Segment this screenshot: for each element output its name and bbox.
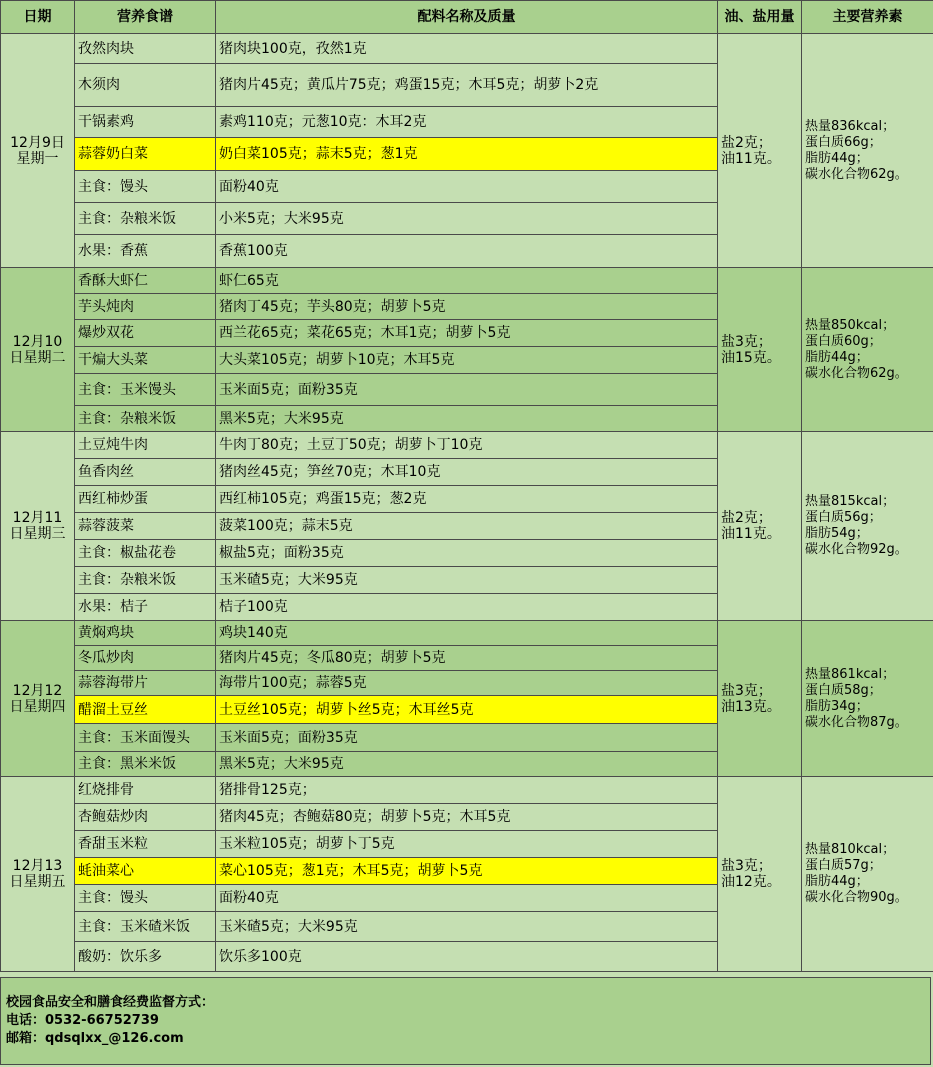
nutrients-cell [802,621,933,777]
dish-name: 主食：馒头 [75,885,216,912]
dish-ingredients: 菜心105克；葱1克；木耳5克；胡萝卜5克 [216,858,718,885]
dish-name: 主食：玉米碴米饭 [75,912,216,942]
header-oil-salt: 油、盐用量 [718,1,802,34]
dish-name: 酸奶：饮乐多 [75,942,216,972]
header-row [1,1,933,34]
dish-ingredients: 椒盐5克；面粉35克 [216,540,718,567]
nutrient-line: 蛋白质57g； [805,858,882,873]
nutrient-line: 碳水化合物62g。 [805,365,908,381]
dish-ingredients: 玉米面5克；面粉35克 [216,374,718,406]
dish-ingredients: 猪肉片45克；黄瓜片75克；鸡蛋15克；木耳5克；胡萝卜2克 [216,64,718,107]
dish-ingredients: 菠菜100克；蒜末5克 [216,513,718,540]
nutrient-line: 蛋白质60g； [805,333,882,349]
dish-ingredients: 大头菜105克；胡萝卜10克；木耳5克 [216,347,718,374]
dish-ingredients: 玉米粒105克；胡萝卜丁5克 [216,831,718,858]
nutrient-line: 蛋白质66g； [805,134,882,150]
nutrient-line: 热量815kcal； [805,494,896,509]
dish-ingredients: 黑米5克；大米95克 [216,752,718,777]
nutrient-line: 脂肪44g； [805,150,869,166]
dish-ingredients: 西兰花65克；菜花65克；木耳1克；胡萝卜5克 [216,320,718,347]
dish-ingredients: 玉米碴5克；大米95克 [216,912,718,942]
day-weekday: 星期一 [16,150,59,167]
dish-name: 蒜蓉奶白菜 [75,138,216,171]
day-date: 12月11 [12,510,63,526]
dish-ingredients: 西红柿105克；鸡蛋15克；葱2克 [216,486,718,513]
day-date: 12月13 [12,858,63,874]
dish-ingredients: 奶白菜105克；蒜末5克；葱1克 [216,138,718,171]
nutrient-line: 蛋白质58g； [805,682,882,698]
nutrients-cell [802,432,933,621]
day-date: 12月12 [12,682,63,699]
nutrient-line: 碳水化合物92g。 [805,542,908,557]
day-date-cell [1,621,75,777]
dish-ingredients: 黑米5克；大米95克 [216,406,718,432]
day-weekday: 日星期三 [9,526,66,542]
day-date-cell [1,268,75,432]
dish-name: 主食：杂粮米饭 [75,406,216,432]
nutrient-line: 脂肪44g； [805,874,869,889]
dish-ingredients: 土豆丝105克；胡萝卜丝5克；木耳丝5克 [216,696,718,724]
menu-row [1,34,933,64]
dish-name: 红烧排骨 [75,777,216,804]
menu-row [1,621,933,646]
oil-salt-cell [718,621,802,777]
dish-name: 香酥大虾仁 [75,268,216,294]
menu-row [1,777,933,804]
salt-amount: 盐2克； [721,134,772,151]
salt-amount: 盐3克； [721,682,772,699]
nutrient-line: 脂肪34g； [805,698,869,714]
nutrients-cell [802,34,933,268]
nutrient-line: 热量861kcal； [805,666,896,682]
dish-ingredients: 面粉40克 [216,171,718,203]
dish-name: 孜然肉块 [75,34,216,64]
oil-amount: 油12克。 [721,874,781,890]
dish-name: 爆炒双花 [75,320,216,347]
dish-name: 香甜玉米粒 [75,831,216,858]
dish-ingredients: 虾仁65克 [216,268,718,294]
dish-name: 主食：玉米面馒头 [75,724,216,752]
day-date: 12月9日 [10,134,65,151]
oil-salt-cell [718,268,802,432]
dish-ingredients: 鸡块140克 [216,621,718,646]
footer-phone: 电话：0532-66752739 [6,1013,159,1028]
dish-name: 土豆炖牛肉 [75,432,216,459]
dish-name: 水果：香蕉 [75,235,216,268]
dish-name: 蚝油菜心 [75,858,216,885]
salt-amount: 盐3克； [721,333,772,350]
dish-ingredients: 玉米面5克；面粉35克 [216,724,718,752]
dish-ingredients: 猪肉45克；杏鲍菇80克；胡萝卜5克；木耳5克 [216,804,718,831]
dish-name: 干煸大头菜 [75,347,216,374]
header-ingredients: 配料名称及质量 [216,1,718,34]
dish-ingredients: 玉米碴5克；大米95克 [216,567,718,594]
oil-amount: 油15克。 [721,349,781,366]
dish-name: 主食：黑米米饭 [75,752,216,777]
dish-ingredients: 素鸡110克；元葱10克：木耳2克 [216,107,718,138]
oil-salt-cell [718,432,802,621]
header-dish: 营养食谱 [75,1,216,34]
dish-ingredients: 猪肉片45克；冬瓜80克；胡萝卜5克 [216,646,718,671]
nutrients-cell [802,777,933,972]
menu-row [1,432,933,459]
dish-name: 干锅素鸡 [75,107,216,138]
footer-email: 邮箱：qdsqlxx_@126.com [6,1031,184,1046]
oil-amount: 油11克。 [721,526,781,542]
nutrient-line: 碳水化合物87g。 [805,714,908,730]
day-date-cell [1,432,75,621]
supervision-footer [0,977,931,1065]
dish-name: 主食：杂粮米饭 [75,567,216,594]
dish-ingredients: 海带片100克；蒜蓉5克 [216,671,718,696]
nutrient-line: 脂肪44g； [805,349,869,365]
dish-ingredients: 猪肉丁45克；芋头80克；胡萝卜5克 [216,294,718,320]
dish-ingredients: 猪排骨125克； [216,777,718,804]
menu-row [1,268,933,294]
nutrients-cell [802,268,933,432]
dish-name: 冬瓜炒肉 [75,646,216,671]
dish-name: 主食：馒头 [75,171,216,203]
dish-ingredients: 面粉40克 [216,885,718,912]
dish-name: 醋溜土豆丝 [75,696,216,724]
nutrient-line: 碳水化合物62g。 [805,166,908,182]
header-date: 日期 [1,1,75,34]
dish-ingredients: 桔子100克 [216,594,718,621]
dish-name: 水果：桔子 [75,594,216,621]
dish-name: 西红柿炒蛋 [75,486,216,513]
salt-amount: 盐3克； [721,858,772,874]
dish-name: 芋头炖肉 [75,294,216,320]
oil-amount: 油11克。 [721,150,781,167]
dish-name: 杏鲍菇炒肉 [75,804,216,831]
dish-name: 蒜蓉菠菜 [75,513,216,540]
oil-salt-cell [718,777,802,972]
dish-ingredients: 牛肉丁80克；土豆丁50克；胡萝卜丁10克 [216,432,718,459]
day-weekday: 日星期五 [9,874,66,890]
dish-ingredients: 猪肉丝45克；笋丝70克；木耳10克 [216,459,718,486]
nutrient-line: 热量836kcal； [805,118,896,134]
header-nutrients: 主要营养素 [802,1,933,34]
dish-name: 木须肉 [75,64,216,107]
day-weekday: 日星期二 [9,349,66,366]
dish-ingredients: 香蕉100克 [216,235,718,268]
dish-ingredients: 猪肉块100克，孜然1克 [216,34,718,64]
dish-name: 主食：椒盐花卷 [75,540,216,567]
day-weekday: 日星期四 [9,698,66,715]
nutrient-line: 脂肪54g； [805,526,869,541]
menu-body [1,34,933,972]
nutrient-line: 碳水化合物90g。 [805,890,908,905]
salt-amount: 盐2克； [721,510,772,526]
nutrient-line: 热量810kcal； [805,842,896,857]
dish-name: 主食：玉米馒头 [75,374,216,406]
dish-ingredients: 小米5克；大米95克 [216,203,718,235]
dish-name: 黄焖鸡块 [75,621,216,646]
day-date-cell [1,34,75,268]
dish-name: 蒜蓉海带片 [75,671,216,696]
dish-ingredients: 饮乐多100克 [216,942,718,972]
dish-name: 主食：杂粮米饭 [75,203,216,235]
day-date: 12月10 [12,333,63,350]
footer-title: 校园食品安全和膳食经费监督方式： [6,995,215,1010]
day-date-cell [1,777,75,972]
oil-salt-cell [718,34,802,268]
oil-amount: 油13克。 [721,698,781,715]
dish-name: 鱼香肉丝 [75,459,216,486]
nutrient-line: 蛋白质56g； [805,510,882,525]
nutrient-line: 热量850kcal； [805,317,896,333]
